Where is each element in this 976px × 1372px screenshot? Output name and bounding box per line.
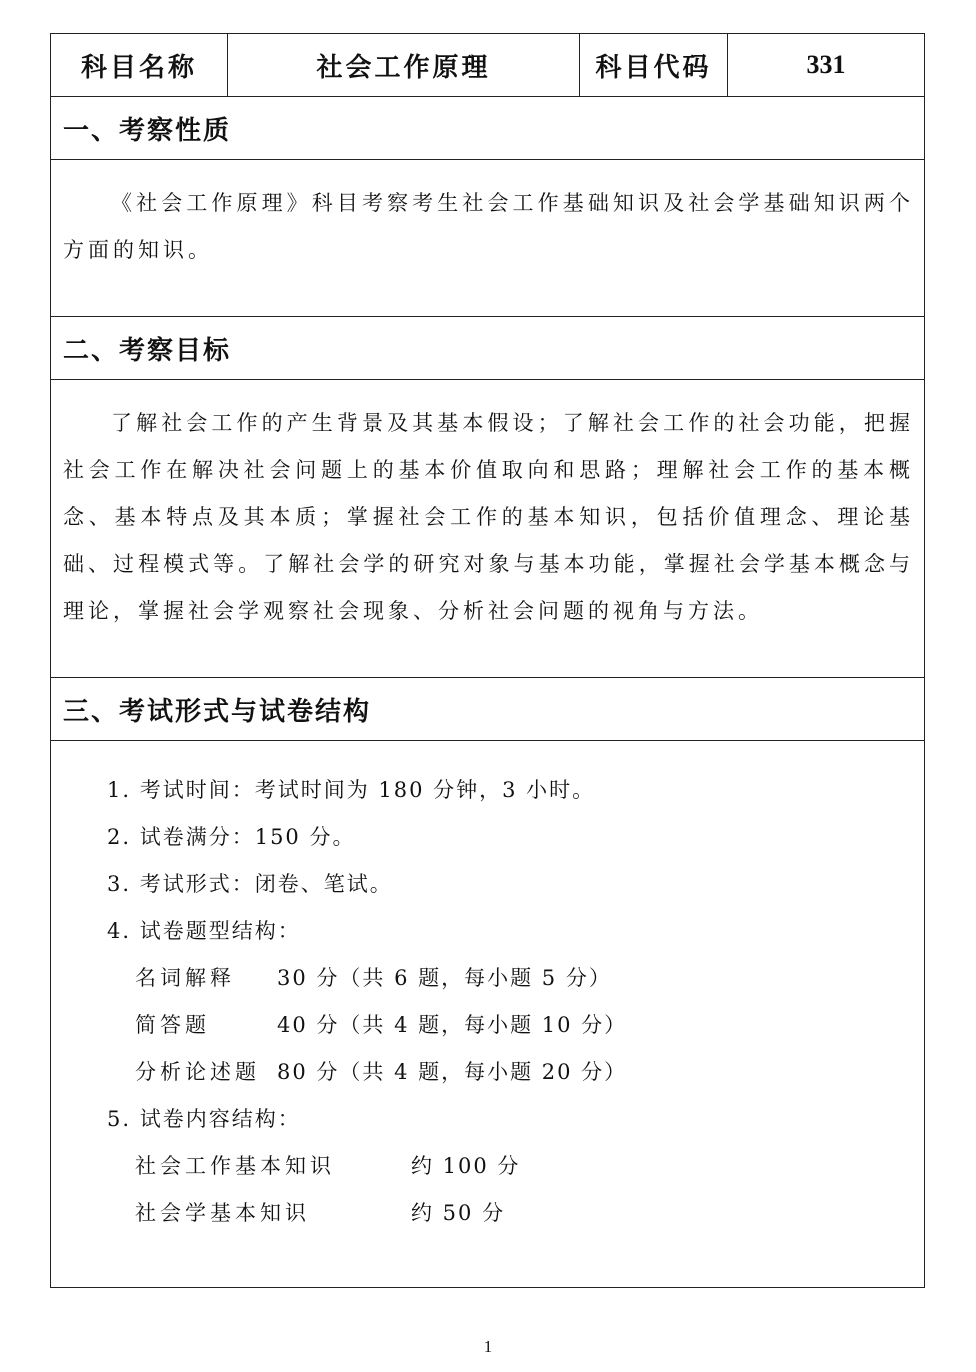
section-body-format bbox=[51, 741, 924, 1287]
list-item: 1. 考试时间：考试时间为 180 分钟，3 小时。 bbox=[107, 778, 596, 802]
content-structure-row bbox=[107, 1190, 924, 1237]
question-type-name: 名词解释 bbox=[135, 966, 235, 990]
question-type-value: 80 分（共 4 题，每小题 20 分） bbox=[277, 1060, 628, 1084]
subject-name-label: 科目名称 bbox=[51, 34, 228, 96]
exam-syllabus-table bbox=[50, 33, 925, 1288]
question-type-value: 40 分（共 4 题，每小题 10 分） bbox=[277, 1013, 628, 1037]
section-body-objectives bbox=[51, 380, 924, 678]
list-item: 5. 试卷内容结构： bbox=[107, 1107, 301, 1131]
content-structure-name: 社会学基本知识 bbox=[135, 1201, 310, 1225]
list-item: 4. 试卷题型结构： bbox=[107, 919, 301, 943]
page-number: 1 bbox=[483, 1337, 493, 1356]
question-type-value: 30 分（共 6 题，每小题 5 分） bbox=[277, 966, 612, 990]
section-body-nature bbox=[51, 160, 924, 317]
list-item: 3. 考试形式：闭卷、笔试。 bbox=[107, 872, 393, 896]
question-type-row bbox=[107, 1049, 924, 1096]
subject-code: 331 bbox=[806, 50, 846, 79]
format-list bbox=[51, 741, 924, 1237]
list-item: 2. 试卷满分：150 分。 bbox=[107, 825, 356, 849]
content-structure-value: 约 100 分 bbox=[411, 1154, 521, 1178]
question-type-row bbox=[107, 1002, 924, 1049]
section-title-objectives: 二、考察目标 bbox=[51, 317, 924, 380]
content-structure-row bbox=[107, 1143, 924, 1190]
section-title-format: 三、考试形式与试卷结构 bbox=[51, 678, 924, 741]
content-structure-value: 约 50 分 bbox=[411, 1201, 506, 1225]
section-title-nature: 一、考察性质 bbox=[51, 97, 924, 160]
content-structure-name: 社会工作基本知识 bbox=[135, 1154, 335, 1178]
nature-paragraph: 《社会工作原理》科目考察考生社会工作基础知识及社会学基础知识两个方面的知识。 bbox=[63, 191, 914, 262]
question-type-name: 简答题 bbox=[135, 1013, 210, 1037]
question-type-row bbox=[107, 955, 924, 1002]
objectives-paragraph: 了解社会工作的产生背景及其基本假设；了解社会工作的社会功能，把握社会工作在解决社会问题上的基本价值取向和思路；理解社会工作的基本概念、基本特点及其本质；掌握社会工作的基本知识，包括价值理念、理论基础、过程模式等。了解社会学的研究对象与基本功能，掌握社会学基本概念与理论，掌握社会学观察社会现象、分析社会问题的视角与方法。 bbox=[63, 411, 914, 623]
header-row bbox=[51, 34, 924, 97]
question-type-name: 分析论述题 bbox=[135, 1060, 260, 1084]
subject-name: 社会工作原理 bbox=[228, 34, 580, 96]
subject-code-label: 科目代码 bbox=[580, 34, 728, 96]
